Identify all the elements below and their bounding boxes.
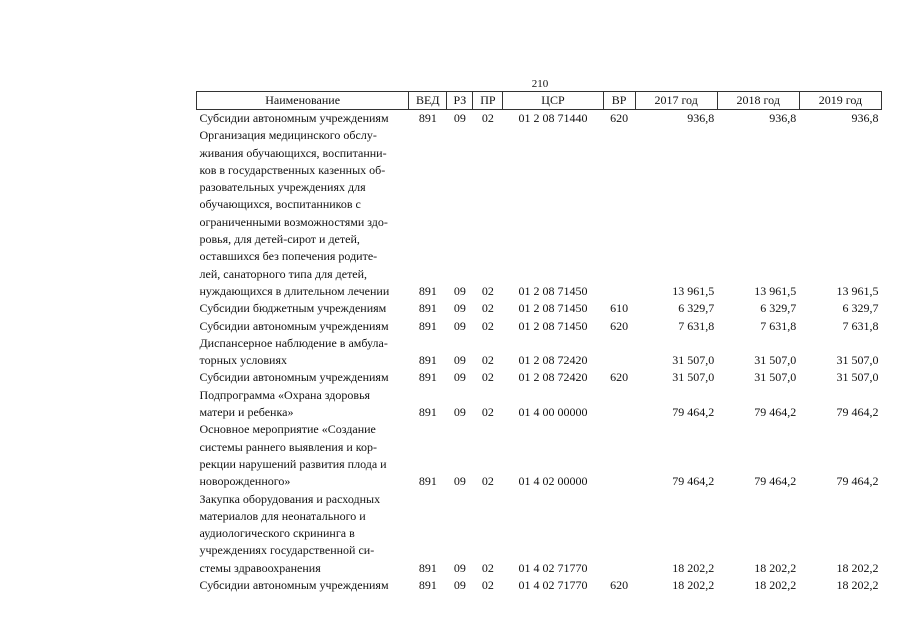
cell-ved: 891 — [418, 405, 437, 420]
header-2018: 2018 год — [717, 92, 799, 110]
table-row — [197, 300, 882, 317]
cell-name: Субсидии автономным учреждениям — [199, 111, 389, 125]
cell-name: Подпрограмма «Охрана здоровья матери и ребенка» — [199, 387, 371, 420]
header-row — [197, 92, 882, 110]
cell-name: Субсидии автономным учреждениям — [199, 578, 389, 593]
table-row — [197, 577, 882, 594]
cell-pr: 02 — [481, 283, 494, 298]
cell-2017: 18 202,2 — [672, 578, 715, 593]
cell-vr — [603, 335, 635, 370]
cell-ved: 891 — [418, 283, 437, 298]
table-row — [197, 421, 882, 490]
table-header — [197, 92, 882, 110]
cell-name: Основное мероприятие «Создание системы раннего выявления и кор- рекции нарушений развития плода и новорожденного» — [199, 422, 387, 489]
cell-rz: 09 — [453, 111, 466, 125]
cell-pr: 02 — [481, 474, 494, 489]
cell-2019: 79 464,2 — [836, 474, 879, 489]
cell-2017: 31 507,0 — [672, 353, 715, 368]
cell-pr: 02 — [481, 301, 494, 316]
cell-ved: 891 — [418, 111, 437, 125]
table-row — [197, 387, 882, 422]
cell-csr: 01 2 08 72420 — [518, 353, 588, 368]
cell-2017: 936,8 — [687, 111, 715, 125]
cell-name: Субсидии бюджетным учреждениям — [199, 301, 387, 316]
cell-name: Закупка оборудования и расходных материалов для неонатального и аудиологического скрининга в учреждениях государственной си- стемы здравоохранения — [199, 491, 381, 575]
cell-2018: 79 464,2 — [754, 405, 797, 420]
cell-pr: 02 — [481, 353, 494, 368]
cell-2019: 31 507,0 — [836, 370, 879, 385]
cell-ved: 891 — [418, 578, 437, 593]
budget-table — [196, 91, 882, 594]
header-2019: 2019 год — [799, 92, 881, 110]
cell-2017: 79 464,2 — [672, 405, 715, 420]
cell-2019: 13 961,5 — [836, 283, 879, 298]
cell-vr: 610 — [610, 301, 629, 316]
cell-vr — [603, 387, 635, 422]
page-number: 210 — [531, 78, 549, 90]
cell-name: Субсидии автономным учреждениям — [199, 318, 389, 333]
cell-2018: 31 507,0 — [754, 370, 797, 385]
cell-ved: 891 — [418, 370, 437, 385]
cell-vr — [603, 127, 635, 300]
cell-rz: 09 — [453, 370, 466, 385]
cell-csr: 01 2 08 71450 — [518, 301, 588, 316]
cell-pr: 02 — [481, 370, 494, 385]
cell-2018: 18 202,2 — [754, 560, 797, 575]
cell-vr: 620 — [610, 111, 629, 125]
cell-vr — [603, 491, 635, 577]
cell-vr: 620 — [610, 370, 629, 385]
cell-pr: 02 — [481, 560, 494, 575]
cell-2017: 6 329,7 — [678, 301, 715, 316]
header-name: Наименование — [197, 92, 409, 110]
cell-2019: 7 631,8 — [842, 318, 879, 333]
cell-rz: 09 — [453, 283, 466, 298]
header-pr: ПР — [473, 92, 503, 110]
cell-2019: 6 329,7 — [842, 301, 879, 316]
cell-name: Субсидии автономным учреждениям — [199, 370, 389, 385]
cell-csr: 01 2 08 71450 — [518, 318, 588, 333]
cell-pr: 02 — [481, 111, 494, 125]
cell-2018: 31 507,0 — [754, 353, 797, 368]
cell-2019: 79 464,2 — [836, 405, 879, 420]
table-row — [197, 127, 882, 300]
cell-2019: 936,8 — [851, 111, 879, 125]
cell-2017: 7 631,8 — [678, 318, 715, 333]
cell-ved: 891 — [418, 301, 437, 316]
table-row — [197, 335, 882, 370]
cell-2019: 18 202,2 — [836, 560, 879, 575]
cell-csr: 01 4 00 00000 — [518, 405, 588, 420]
cell-rz: 09 — [453, 405, 466, 420]
cell-2018: 6 329,7 — [760, 301, 797, 316]
cell-csr: 01 2 08 71450 — [518, 283, 588, 298]
cell-2017: 18 202,2 — [672, 560, 715, 575]
cell-2018: 13 961,5 — [754, 283, 797, 298]
cell-csr: 01 2 08 72420 — [518, 370, 588, 385]
cell-ved: 891 — [418, 318, 437, 333]
cell-2019: 18 202,2 — [836, 578, 879, 593]
cell-pr: 02 — [481, 405, 494, 420]
cell-csr: 01 4 02 71770 — [518, 578, 588, 593]
cell-ved: 891 — [418, 560, 437, 575]
cell-rz: 09 — [453, 560, 466, 575]
cell-vr: 620 — [610, 318, 629, 333]
header-csr: ЦСР — [503, 92, 603, 110]
cell-rz: 09 — [453, 301, 466, 316]
cell-rz: 09 — [453, 318, 466, 333]
cell-ved: 891 — [418, 474, 437, 489]
header-ved: ВЕД — [409, 92, 447, 110]
header-2017: 2017 год — [635, 92, 717, 110]
table-row — [197, 369, 882, 386]
table-row — [197, 318, 882, 335]
header-vr: ВР — [603, 92, 635, 110]
cell-2017: 79 464,2 — [672, 474, 715, 489]
cell-csr: 01 4 02 71770 — [518, 560, 588, 575]
cell-2017: 31 507,0 — [672, 370, 715, 385]
cell-2017: 13 961,5 — [672, 283, 715, 298]
cell-2018: 7 631,8 — [760, 318, 797, 333]
cell-2018: 79 464,2 — [754, 474, 797, 489]
cell-ved: 891 — [418, 353, 437, 368]
table-row — [197, 491, 882, 577]
cell-rz: 09 — [453, 474, 466, 489]
cell-2018: 18 202,2 — [754, 578, 797, 593]
header-rz: РЗ — [447, 92, 473, 110]
cell-name: Организация медицинского обслу- живания обучающихся, воспитанни- ков в государственных казенных об- разовательных учреждениях для обучающихся, воспитанников с ограниченными возможностями здо- ровья, для детей-сирот и детей, оставшихся без попечения родите- лей, санаторного типа для детей, нуждающихся в длительном лечении — [199, 128, 390, 298]
cell-pr: 02 — [481, 578, 494, 593]
cell-vr — [603, 421, 635, 490]
cell-vr: 620 — [610, 578, 629, 593]
cell-name: Диспансерное наблюдение в амбула- торных условиях — [199, 335, 388, 368]
cell-csr: 01 4 02 00000 — [518, 474, 588, 489]
cell-csr: 01 2 08 71440 — [518, 111, 588, 125]
cell-rz: 09 — [453, 578, 466, 593]
table-body — [197, 110, 882, 595]
cell-2019: 31 507,0 — [836, 353, 879, 368]
table-row — [197, 110, 882, 128]
cell-2018: 936,8 — [769, 111, 797, 125]
cell-rz: 09 — [453, 353, 466, 368]
cell-pr: 02 — [481, 318, 494, 333]
